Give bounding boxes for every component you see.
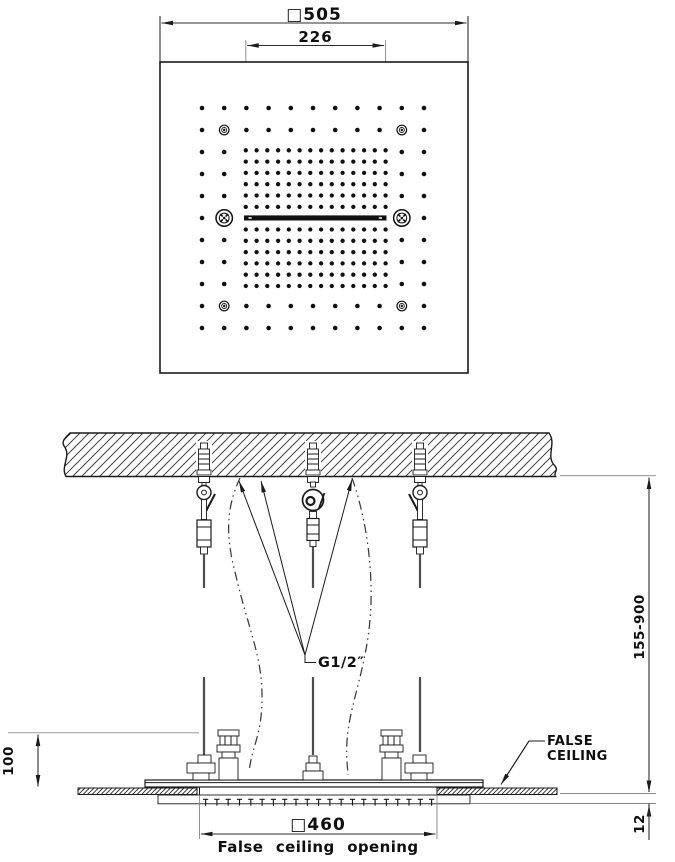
- opening-dim-label: □460: [290, 815, 346, 835]
- overall-width-dim-label: □505: [286, 5, 342, 25]
- panel-offset-dim-label: 12: [632, 814, 648, 834]
- thread-label: G1/2″: [318, 655, 365, 671]
- flexible-hose-right: [347, 478, 371, 775]
- false-ceiling-label-line2: CEILING: [547, 749, 608, 764]
- false-ceiling-left: [78, 788, 197, 795]
- shower-unit-assembly: [78, 730, 557, 806]
- section-view: [1, 433, 656, 856]
- false-ceiling-callout: [501, 734, 608, 785]
- right-shutoff-valve: [380, 730, 433, 780]
- left-shutoff-valve: [187, 730, 240, 780]
- thread-connection-callout: [239, 480, 364, 672]
- suspension-range-dim-label: 155-900: [632, 594, 648, 660]
- mounting-plate: [145, 780, 483, 787]
- false-ceiling-label-line1: FALSE: [547, 734, 593, 749]
- false-ceiling-right: [437, 788, 557, 795]
- opening-caption: False ceiling opening: [217, 838, 419, 856]
- flexible-hoses: [229, 478, 371, 775]
- flexible-hose-left: [229, 478, 262, 772]
- center-cable-tensioner: [303, 756, 323, 780]
- dimension-valve-clearance: [1, 733, 199, 787]
- valve-clearance-dim-label: 100: [1, 746, 17, 776]
- plan-view: [160, 5, 468, 373]
- spray-zone-dim-label: 226: [298, 28, 333, 46]
- water-blade-slot: [244, 215, 387, 220]
